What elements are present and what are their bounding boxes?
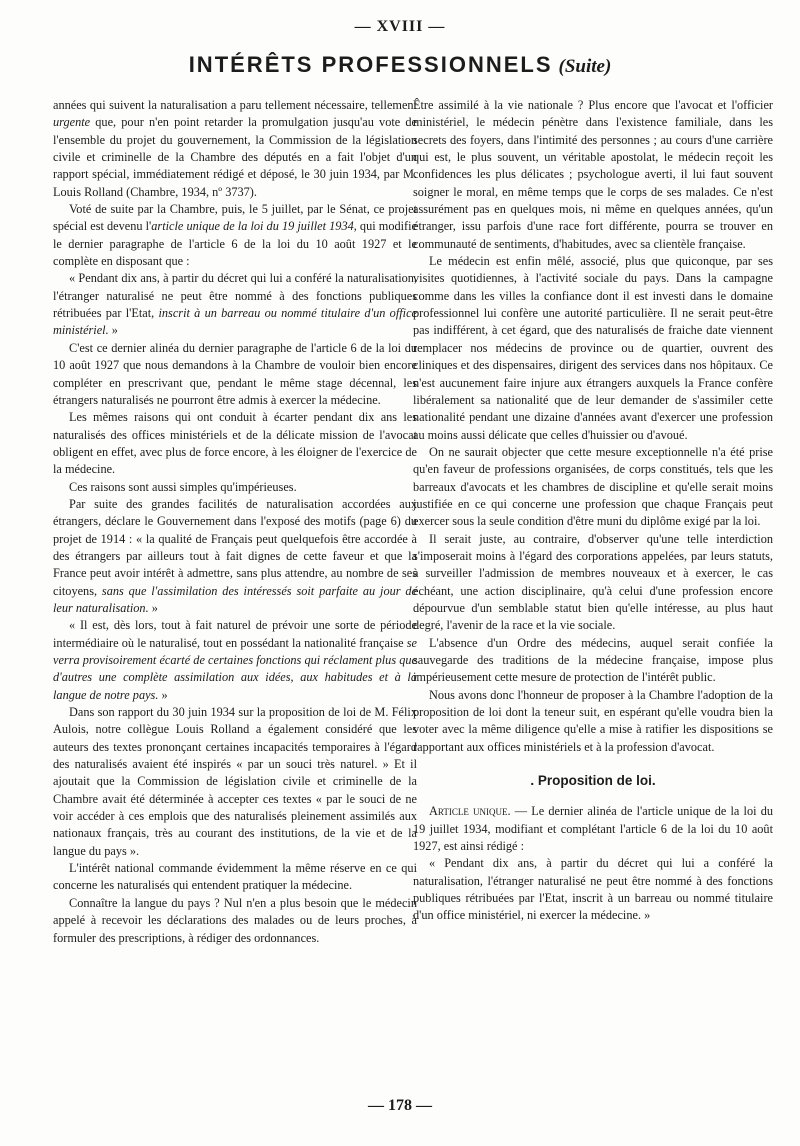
paragraph [53,496,417,617]
text-run: C'est ce dernier alinéa du dernier paragraphe de l'article 6 de la loi du 10 août 1927 que nous demandons à la Chambre de vouloir bien encore compléter en prescrivant que, pendant le même stage décennal, les étrangers naturalisés ne pourront être admis à exercer la médecine. [53,340,417,407]
text-run: Ces raisons sont aussi simples qu'impérieuses. [69,479,297,494]
paragraph [53,704,417,860]
text-run: « Pendant dix ans, à partir du décret qui lui a conféré la naturalisation, l'étranger naturalisé ne peut être nommé à des fonctions publiques rétribuées par l'Etat, inscrit à un barreau ou nommé titulaire d'un office ministériel, ni exercer la médecine. » [413,856,773,923]
roman-page-number: — XVIII — [354,18,446,35]
text-run: » [148,600,158,615]
paragraph [413,444,773,531]
text-run: Connaître la langue du pays ? Nul n'en a plus besoin que le médecin appelé à recevoir les déclarations des malades ou de leurs proches, à formuler des prescriptions, à rédiger des ordonnances. [53,895,417,945]
paragraph [413,803,773,855]
left-column [53,97,417,947]
text-run: « Pendant dix ans, à partir du décret qui lui a conféré la naturalisation, l'étranger naturalisé ne peut être nommé à des fonctions publiques rétribuées par l'Etat, [53,271,417,321]
text-run: L'absence d'un Ordre des médecins, auquel serait confiée la sauvegarde des traditions de la médecine française, impose plus impérieusement cette mesure de protection de l'intérêt public. [413,635,773,685]
text-run: , qui modifie le dernier paragraphe de l'article 6 de la loi du 10 août 1927 et le complète en disposant que : [53,219,418,269]
paragraph [413,687,773,756]
paragraph [53,479,417,496]
paragraph [413,97,773,253]
paragraph [413,855,773,924]
paragraph [53,409,417,478]
smallcaps-text: Article unique. [429,804,511,819]
text-run: Dans son rapport du 30 juin 1934 sur la proposition de loi de M. Félix Aulois, notre collègue Louis Rolland a également considéré que les auteurs des textes prononçant certaines incapacités temporaires à l'égard des naturalisés avaient été inspirés « par un souci très naturel. » Et il ajoutait que la Commission de législation civile et criminelle de la Chambre avait été déterminée à accepter ces textes « par le souci de ne voir accéder à ces emplois que des naturalisés pleinement assimilés aux nationaux français, très au courant des institutions, de la vie et de la langue du pays ». [53,705,417,858]
paragraph [53,617,417,704]
italic-text: inscrit à un barreau ou nommé titulaire d'un office ministériel. [53,306,417,338]
text-run: Les mêmes raisons qui ont conduit à écarter pendant dix ans les naturalisés des offices ministériels et de la délicate mission de l'avocat obligent en effet, avec plus de force encore, à les éloigner de l'exercice de la médecine. [53,410,417,477]
text-run: L'intérêt national commande évidemment la même réserve en ce qui concerne les naturalisés qui entendent pratiquer la médecine. [53,861,417,893]
text-run: « Il est, dès lors, tout à fait naturel de prévoir une sorte de période intermédiaire où le naturalisé, tout en possédant la nationalité française [53,618,417,650]
paragraph [53,895,417,947]
italic-text: article unique de la loi du 19 juillet 1934 [151,219,354,234]
text-run: Par suite des grandes facilités de naturalisation accordées aux étrangers, déclare le Gouvernement dans l'exposé des motifs (page 6) du projet de 1914 : « la qualité de Français peut quelquefois être accordée à des étrangers par ailleurs tout à fait dignes de cette faveur et que la France peut avoir intérêt à admettre, sans plus attendre, au nombre de ses citoyens, [53,496,417,598]
text-run: — Le dernier alinéa de l'article unique de la loi du 19 juillet 1934, modifiant et complétant l'article 6 de la loi du 10 août 1927, est ainsi rédigé : [413,804,773,854]
text-run: » [108,323,118,338]
paragraph [413,253,773,444]
paragraph [53,860,417,895]
text-run: Être assimilé à la vie nationale ? Plus encore que l'avocat et l'officier ministériel, le médecin pénètre dans l'existence familiale, dans les secrets des foyers, dans l'intimité des personnes ; au cours d'une carrière qui est, le plus souvent, un véritable apostolat, le médecin reçoit les confidences les plus délicates ; psychologue averti, il lui faut souvent soigner le moral, en même temps que le corps de ses malades. Ce n'est assurément pas en quelques mois, ni même en quelques années, qu'un étranger, issu parfois d'une race fort différente, pourra se trouver en communauté de sentiments, d'habitudes, avec sa clientèle française. [413,98,773,251]
page-title [0,52,800,78]
section-title: INTÉRÊTS PROFESSIONNELS [188,52,553,77]
text-run: Il serait juste, au contraire, d'observer qu'une telle interdiction s'imposerait moins à l'égard des corporations appelées, par leurs statuts, à surveiller l'admission de membres nouveaux et à exercer, le cas échéant, une action disciplinaire, qu'à celui d'une profession encore dépourvue d'un semblable statut bien qu'elle intéresse, au plus haut degré, l'avenir de la race et la vie sociale. [413,531,773,633]
italic-text: se verra provisoirement écarté de certaines fonctions qui réclament plus que d'autres une complète assimilation aux idées, aux habitudes et à la langue de notre pays. [53,635,417,702]
text-run: années qui suivent la naturalisation a paru tellement nécessaire, tellement [53,98,417,112]
paragraph [53,340,417,409]
paragraph [413,635,773,687]
paragraph [53,201,417,270]
title-suffix: (Suite) [558,56,612,77]
italic-text: urgente [53,115,91,130]
page-number: — 178 — [368,1097,432,1114]
text-run: Nous avons donc l'honneur de proposer à la Chambre l'adoption de la proposition de loi dont la teneur suit, en espérant qu'elle voudra bien la voter avec la même diligence qu'elle a mise à ratifier les dispositions se rapportant aux offices ministériels et à la profession d'avocat. [413,687,773,754]
text-run: On ne saurait objecter que cette mesure exceptionnelle n'a été prise qu'en faveur de professions organisées, de corps constitués, tels que les barreaux d'avocats et les chambres de discipline et qu'elle serait moins justifiée en ce qui concerne une profession que chaque Français peut exercer sous la seule condition d'être muni du diplôme exigé par la loi. [413,444,773,529]
right-column [413,97,773,925]
paragraph [413,531,773,635]
section-heading: . Proposition de loi. [530,773,656,789]
text-run: Le médecin est enfin mêlé, associé, plus que quiconque, par ses visites quotidiennes, à l'activité sociale du pays. Dans la campagne comme dans les villes la confiance dont il est investi dans le domaine professionnel lui confère une autorité particulière. Il ne serait peut-être pas indifférent, à cet égard, que des naturalisés de fraiche date viennent remplacer nos médecins de province ou de quartier, ouvrent des cliniques et des dispensaires, dirigent des services dans nos hôpitaux. Ce n'est aucunement faire injure aux étrangers auxquels la France confère libéralement sa nationalité que de leur demander de s'assimiler cette nationalité pendant une dizaine d'années avant d'exercer une profession au moins aussi délicate que celles d'huissier ou d'avoué. [413,254,773,442]
paragraph [53,270,417,339]
text-run: » [158,687,168,702]
italic-text: sans que l'assimilation des intéressés soit parfaite au jour de leur naturalisation. [53,583,417,615]
text-run: que, pour n'en point retarder la promulgation jusqu'au vote de l'ensemble du projet du gouvernement, la Commission de la législation civile et criminelle de la Chambre des députés en a fait l'objet d'un rapport spécial, immédiatement rédigé et déposé, le 30 juin 1934, par M. Louis Rolland (Chambre, 1934, nº 3737). [53,115,417,199]
paragraph [53,97,417,201]
text-run: Voté de suite par la Chambre, puis, le 5 juillet, par le Sénat, ce projet spécial est devenu l' [53,202,417,234]
